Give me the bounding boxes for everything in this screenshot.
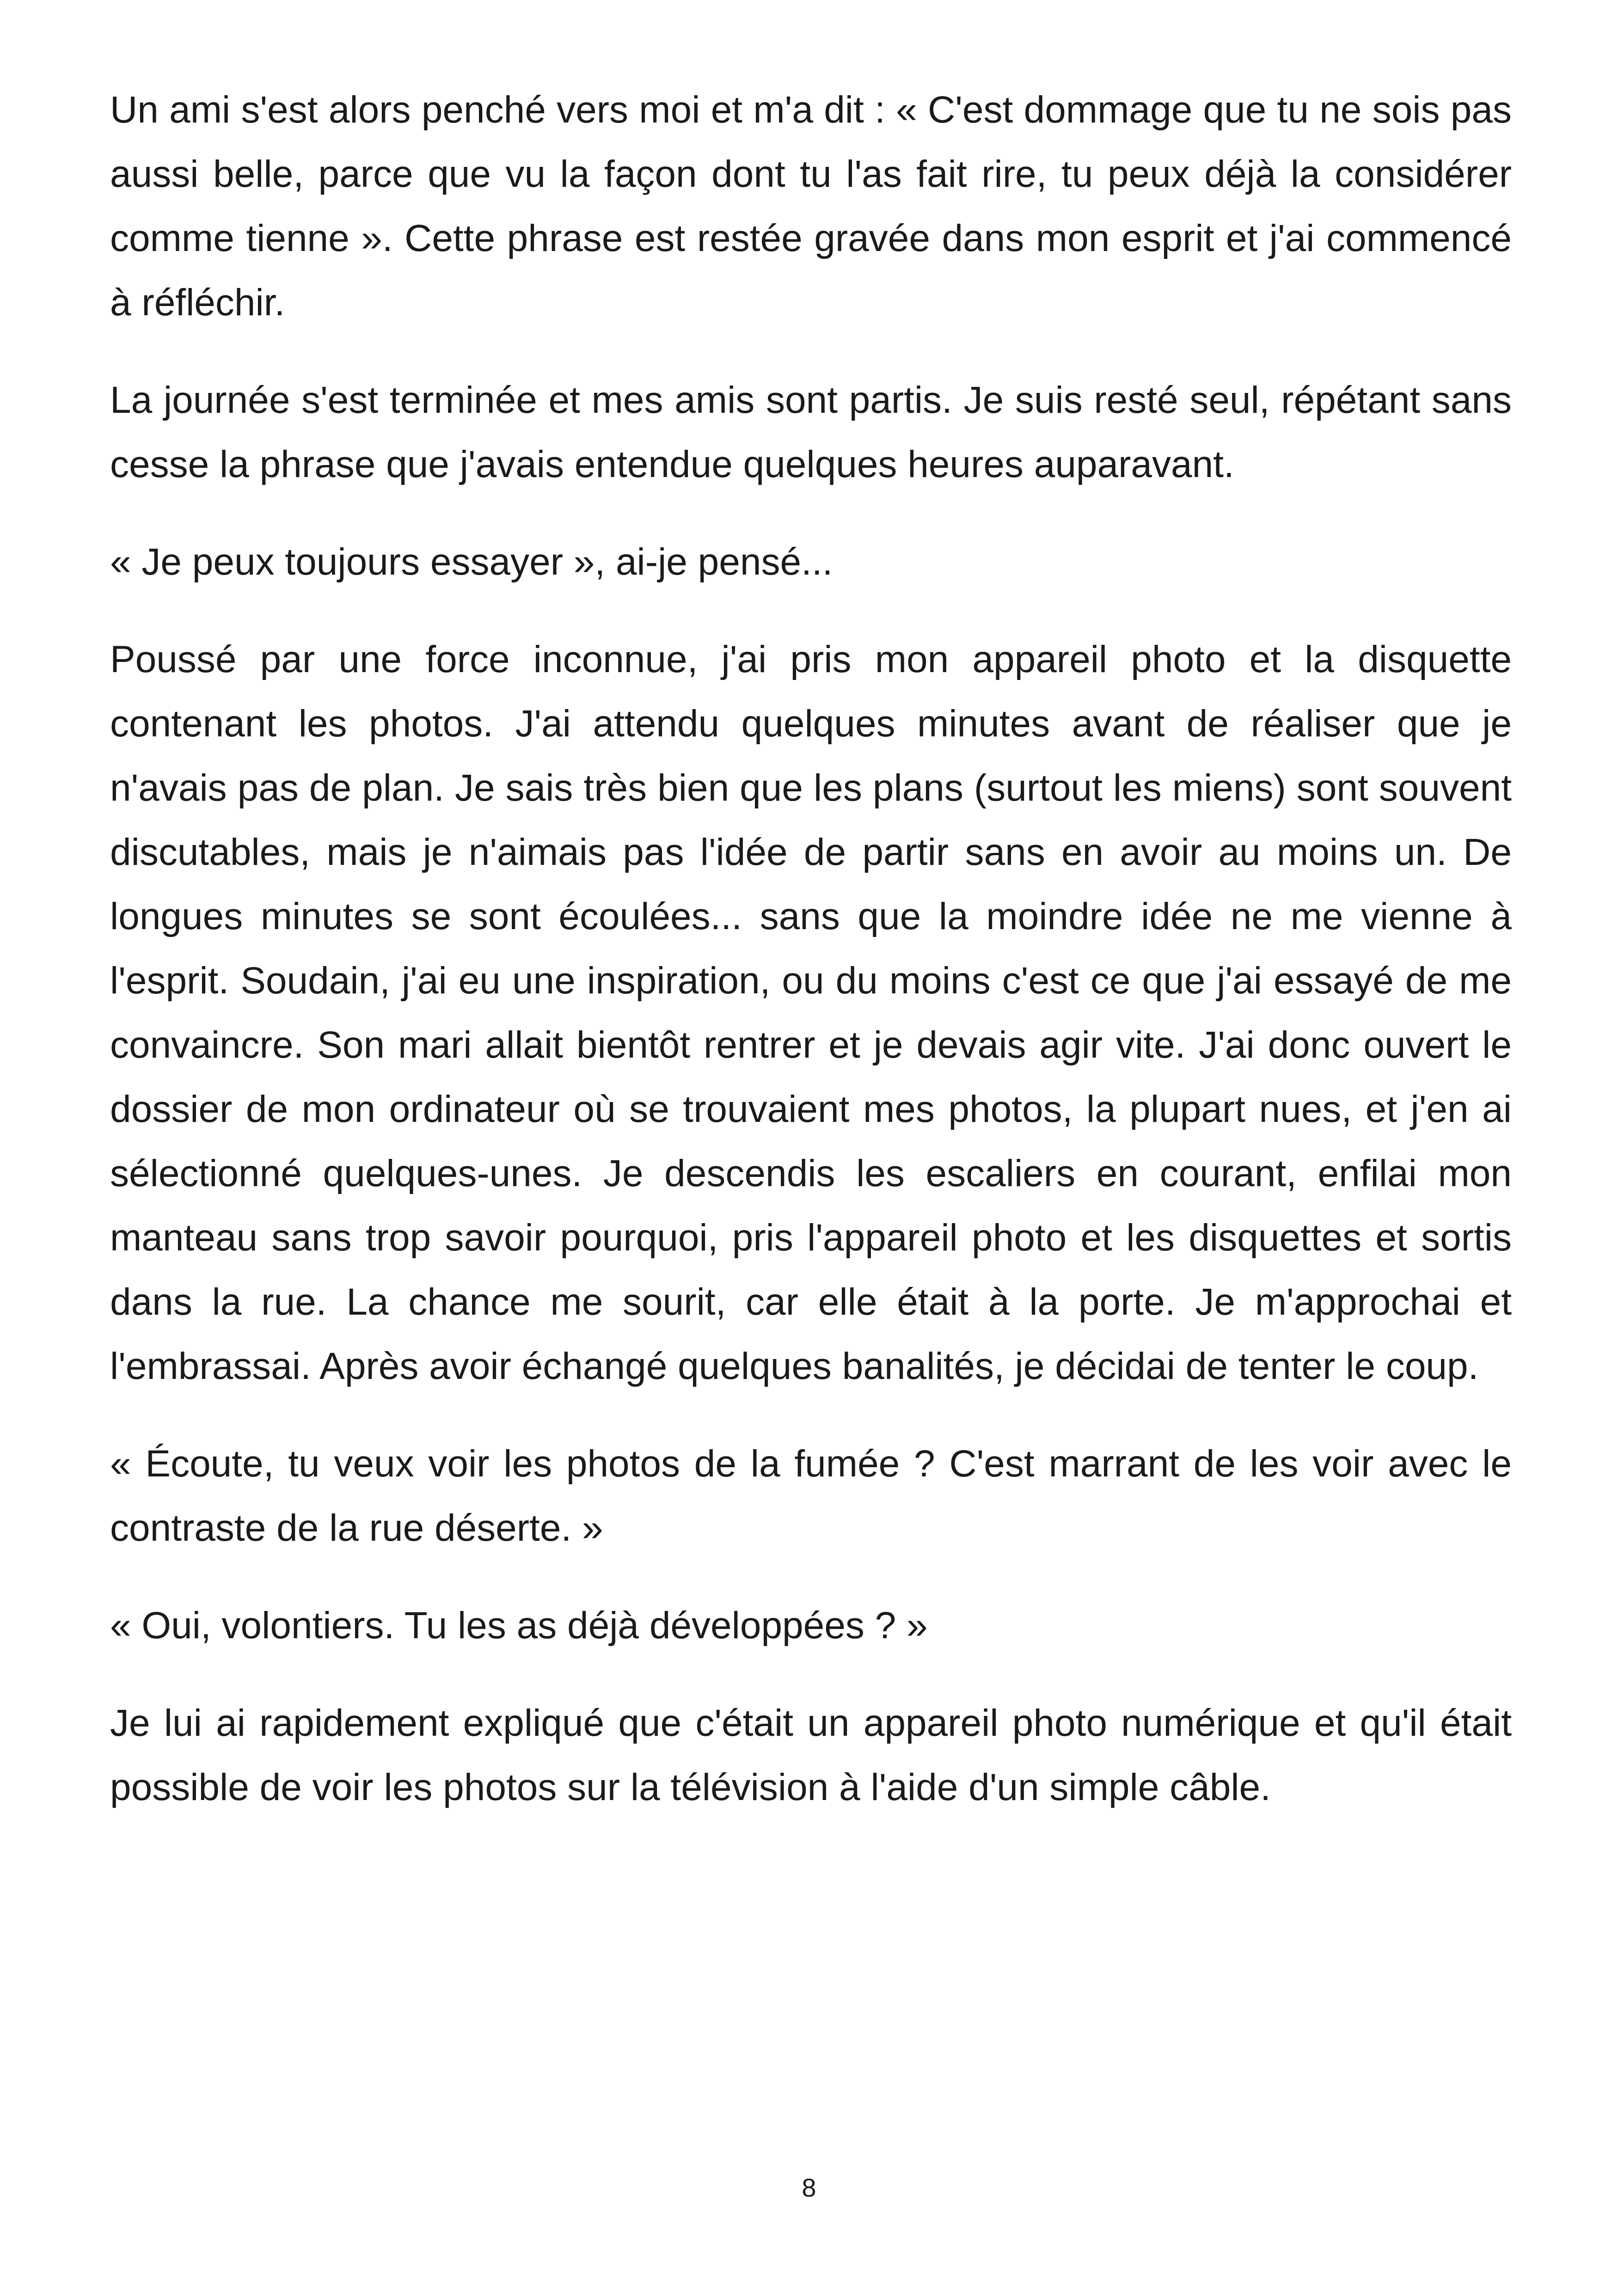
paragraph: La journée s'est terminée et mes amis sont partis. Je suis resté seul, répétant sans cesse la phrase que j'avais entendue quelques heures auparavant. [110, 379, 1512, 485]
body-text [110, 78, 1512, 1853]
page-number: 8 [802, 2173, 816, 2202]
paragraph: Je lui ai rapidement expliqué que c'était un appareil photo numérique et qu'il était possible de voir les photos sur la télévision à l'aide d'un simple câble. [110, 1702, 1512, 1808]
paragraph: « Oui, volontiers. Tu les as déjà développées ? » [110, 1604, 928, 1647]
paragraph: Poussé par une force inconnue, j'ai pris mon appareil photo et la disquette contenant les photos. J'ai attendu quelques minutes avant de réaliser que je n'avais pas de plan. Je sais très bien que les plans (surtout les miens) sont souvent discutables, mais je n'aimais pas l'idée de partir sans en avoir au moins un. De longues minutes se sont écoulées... sans que la moindre idée ne me vienne à l'esprit. Soudain, j'ai eu une inspiration, ou du moins c'est ce que j'ai essayé de me convaincre. Son mari allait bientôt rentrer et je devais agir vite. J'ai donc ouvert le dossier de mon ordinateur où se trouvaient mes photos, la plupart nues, et j'en ai sélectionné quelques-unes. Je descendis les escaliers en courant, enfilai mon manteau sans trop savoir pourquoi, pris l'appareil photo et les disquettes et sortis dans la rue. La chance me sourit, car elle était à la porte. Je m'approchai et l'embrassai. Après avoir échangé quelques banalités, je décidai de tenter le coup. [110, 638, 1512, 1387]
paragraph: « Écoute, tu veux voir les photos de la fumée ? C'est marrant de les voir avec le contraste de la rue déserte. » [110, 1443, 1512, 1549]
paragraph: Un ami s'est alors penché vers moi et m'a dit : « C'est dommage que tu ne sois pas aussi belle, parce que vu la façon dont tu l'as fait rire, tu peux déjà la considérer comme tienne ». Cette phrase est restée gravée dans mon esprit et j'ai commencé à réfléchir. [110, 89, 1512, 324]
paragraph: « Je peux toujours essayer », ai-je pensé... [110, 541, 833, 583]
